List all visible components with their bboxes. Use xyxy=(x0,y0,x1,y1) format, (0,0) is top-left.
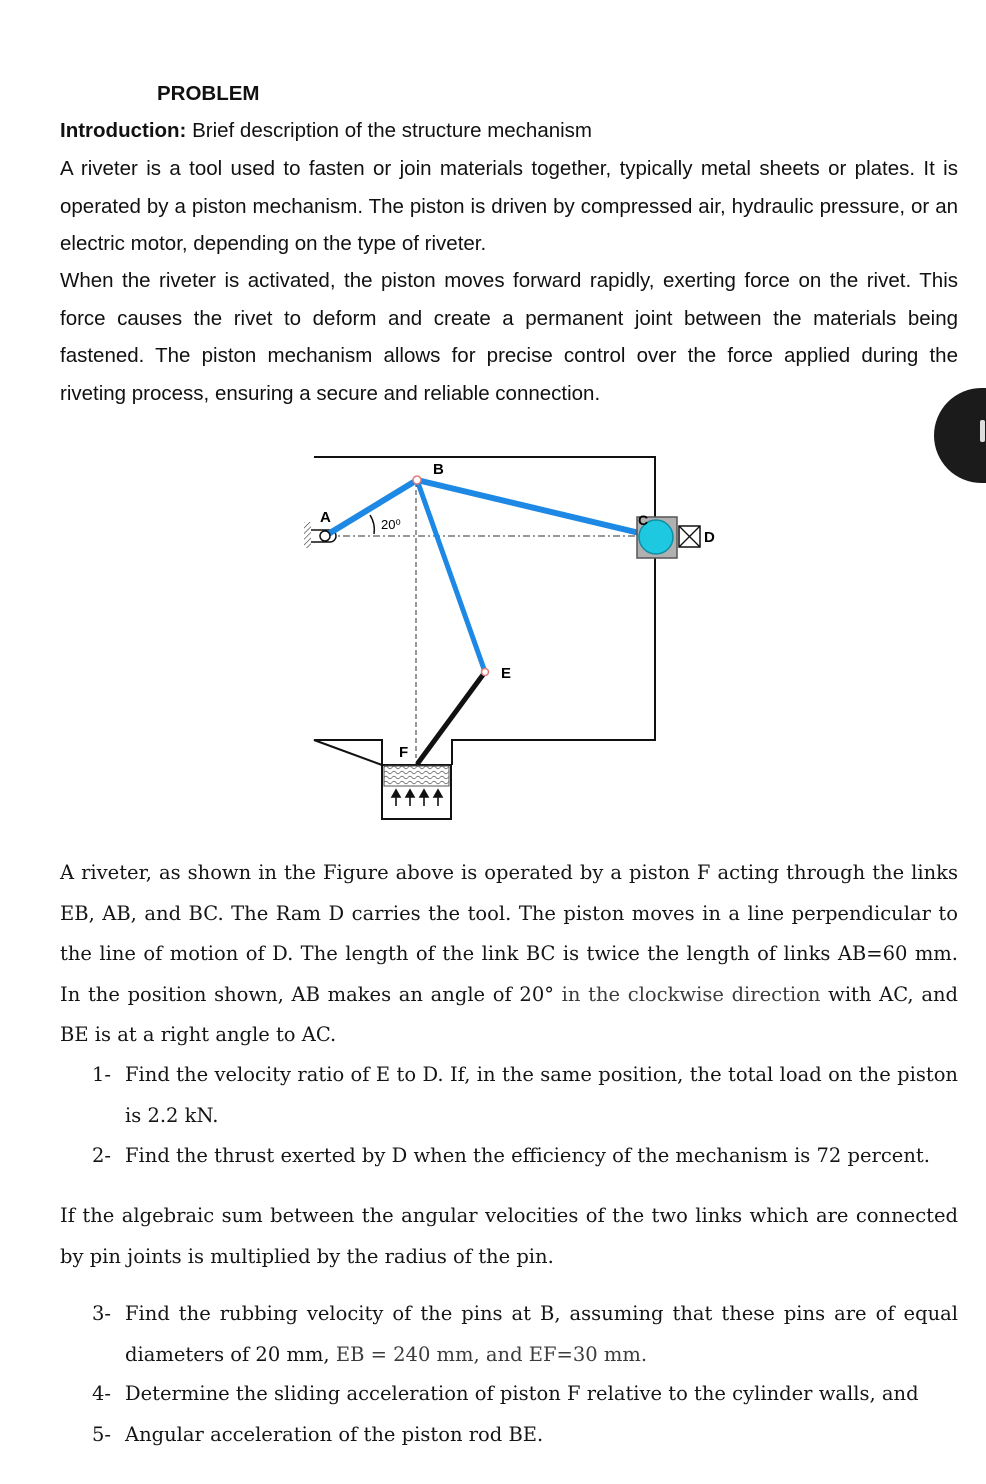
link-BE xyxy=(417,480,485,672)
link-AB xyxy=(325,480,417,536)
description-part2: in the clockwise direction xyxy=(561,982,821,1006)
question-number: 3- xyxy=(92,1302,111,1325)
question-text: Find the velocity ratio of E to D. If, in the same position, the total load on the piston is 2.2 kN. xyxy=(125,1063,958,1127)
piston-head xyxy=(384,766,449,786)
pin-B xyxy=(413,476,421,484)
question-text xyxy=(125,1294,958,1375)
problem-heading: PROBLEM xyxy=(157,82,260,105)
label-D: D xyxy=(704,529,715,546)
question-number: 2- xyxy=(92,1144,111,1167)
introduction-line xyxy=(60,119,592,143)
description-part1: A riveter, as shown in the Figure above is operated by a piston F acting through the links EB, AB, and BC. The Ram D carries the tool. The piston moves in a line perpendicular to the line of motion of D. The length of the link BC is twice the length of links AB=60 mm. In the position shown, AB makes an angle of 20° xyxy=(60,861,958,1006)
introduction-label: Introduction: xyxy=(60,119,187,142)
description-part3: with AC, and BE is at a right angle to AC. xyxy=(60,982,958,1046)
question-3 xyxy=(92,1294,958,1375)
problem-description xyxy=(60,853,958,1056)
pin-A xyxy=(320,531,330,541)
question-1 xyxy=(92,1055,958,1136)
question-text: Find the thrust exerted by D when the efficiency of the mechanism is 72 percent. xyxy=(125,1144,930,1167)
label-A: A xyxy=(320,509,331,526)
label-E: E xyxy=(501,665,512,682)
paragraph-riveter-definition: A riveter is a tool used to fasten or join materials together, typically metal sheets or plates. It is operated by a piston mechanism. The piston is driven by compressed air, hydraulic pressure, or an electric motor, depending on the type of riveter. xyxy=(60,157,958,255)
angle-arc xyxy=(370,515,374,534)
link-BC xyxy=(417,480,652,536)
introduction-text: Brief description of the structure mechanism xyxy=(186,119,593,142)
more-icon xyxy=(980,420,985,442)
angle-label: 20⁰ xyxy=(381,517,401,532)
question-2 xyxy=(92,1136,958,1177)
paragraph-riveter-operation: When the riveter is activated, the piston moves forward rapidly, exerting force on the rivet. This force causes the rivet to deform and create a permanent joint between the materials being fastened. The piston mechanism allows for precise control over the force applied during the riveting process, ensuring a secure and reliable connection. xyxy=(60,269,958,405)
question-number: 5- xyxy=(92,1423,111,1446)
question-text: Angular acceleration of the piston rod BE. xyxy=(125,1423,544,1446)
riveter-mechanism-figure xyxy=(0,440,986,840)
label-B: B xyxy=(433,461,444,478)
question-number: 4- xyxy=(92,1382,111,1405)
question-text: Determine the sliding acceleration of piston F relative to the cylinder walls, and xyxy=(125,1382,919,1405)
question-text-a: Find the rubbing velocity of the pins at B, assuming that these pins are of equal diameters of 20 mm, xyxy=(125,1302,958,1366)
pin-E xyxy=(482,669,489,676)
label-C: C xyxy=(638,512,649,528)
rubbing-velocity-note: If the algebraic sum between the angular velocities of the two links which are connected by pin joints is multiplied by the radius of the pin. xyxy=(60,1204,958,1268)
question-number: 1- xyxy=(92,1063,111,1086)
frame-outline xyxy=(314,457,655,765)
label-F: F xyxy=(399,744,409,761)
fixed-support-A xyxy=(304,522,311,548)
question-text-b: EB = 240 mm, and EF=30 mm. xyxy=(335,1342,648,1366)
question-4 xyxy=(92,1374,958,1415)
question-5 xyxy=(92,1415,958,1456)
